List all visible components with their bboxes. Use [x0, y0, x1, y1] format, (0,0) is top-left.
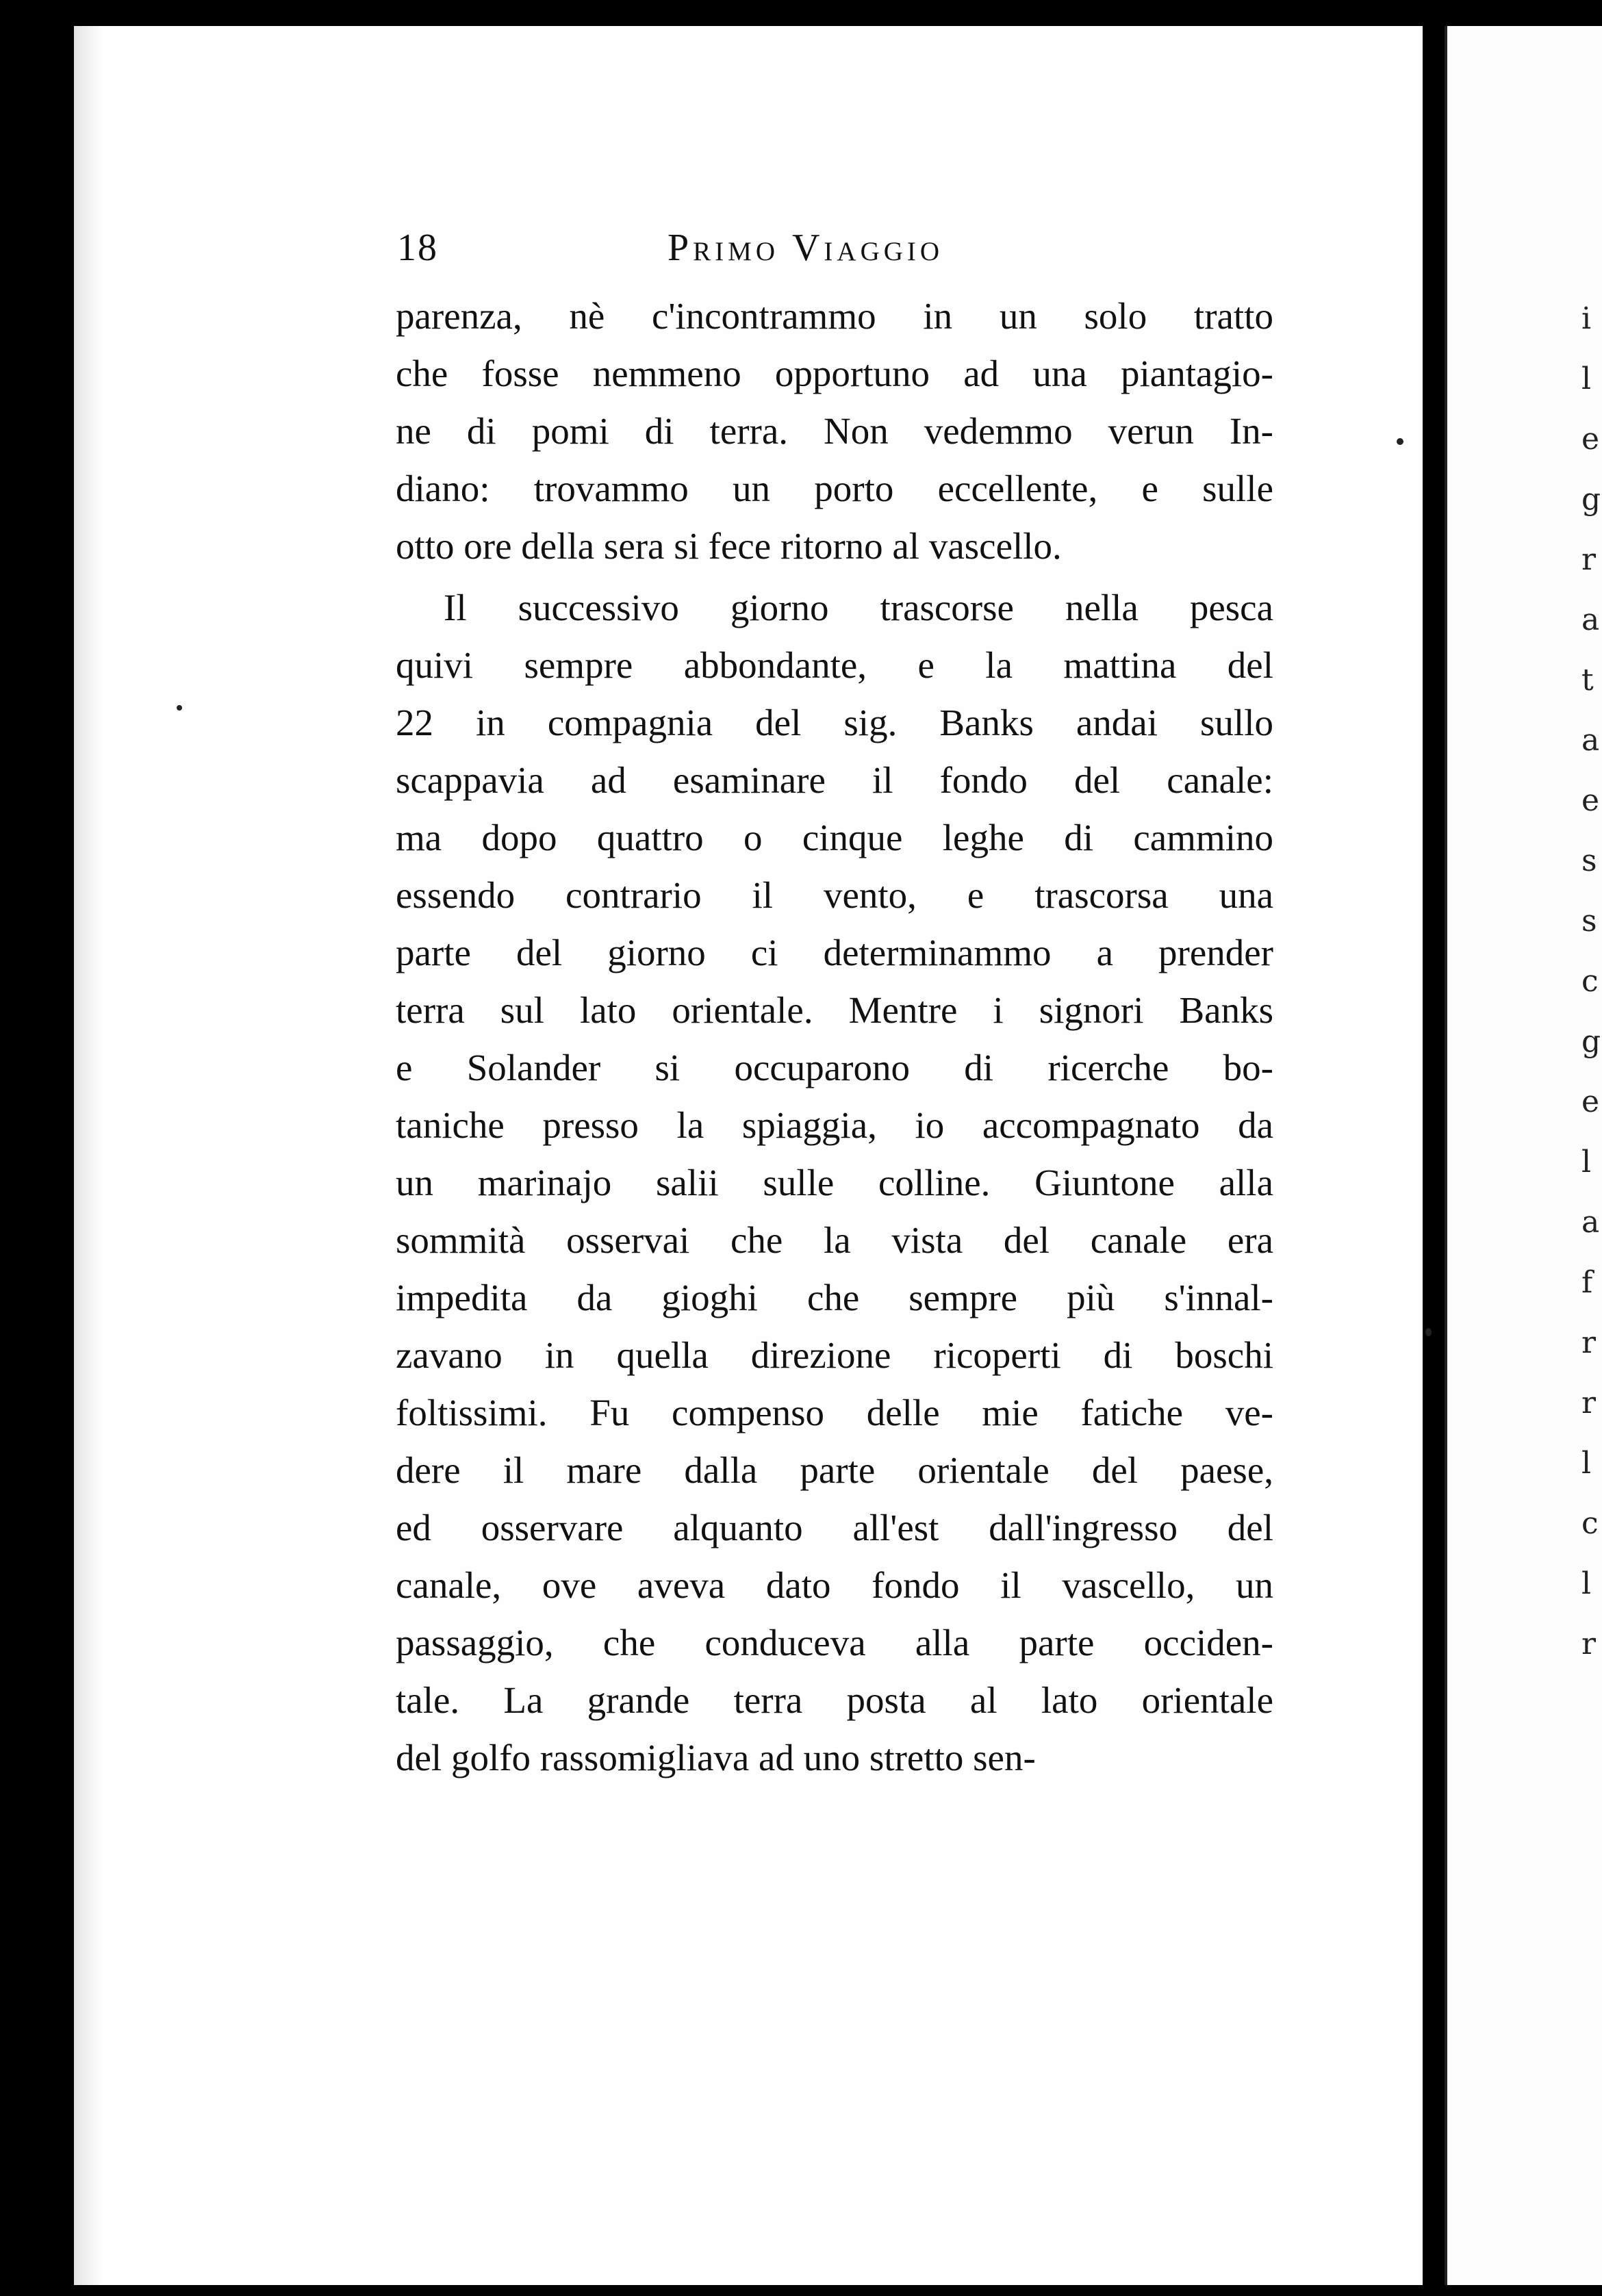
text-line: 22 in compagnia del sig. Banks andai sullo [396, 702, 1273, 743]
facing-page-letter: a [1581, 1205, 1600, 1240]
text-line: parenza, nè c'incontrammo in un solo tratto [396, 295, 1273, 337]
text-line: ne di pomi di terra. Non vedemmo verun In- [396, 410, 1273, 452]
text-line: canale, ove aveva dato fondo il vascello, un [396, 1564, 1273, 1606]
facing-page-letter: f [1581, 1265, 1593, 1300]
text-line: essendo contrario il vento, e trascorsa una [396, 874, 1273, 916]
facing-page-letter: r [1581, 1325, 1597, 1360]
text-line: del golfo rassomigliava ad uno stretto sen- [396, 1737, 1036, 1778]
text-line: e Solander si occuparono di ricerche bo- [396, 1047, 1273, 1088]
page-header [397, 226, 1273, 288]
print-speck [177, 705, 182, 711]
facing-page-letter: e [1581, 783, 1600, 818]
facing-page-letter: l [1581, 1145, 1592, 1179]
text-line: foltissimi. Fu compenso delle mie fatiche ve- [396, 1392, 1273, 1433]
facing-page-letter: e [1581, 1084, 1600, 1119]
text-line: zavano in quella direzione ricoperti di boschi [396, 1334, 1273, 1376]
facing-page-letter: r [1581, 1627, 1597, 1661]
page-number: 18 [397, 227, 438, 269]
facing-page-letter: a [1581, 602, 1600, 637]
text-line: taniche presso la spiaggia, io accompagnato da [396, 1104, 1273, 1146]
facing-page-letter: l [1581, 1566, 1592, 1601]
text-line: quivi sempre abbondante, e la mattina del [396, 644, 1273, 686]
body-text [396, 288, 1273, 1787]
text-line: dere il mare dalla parte orientale del paese, [396, 1449, 1273, 1491]
text-line: tale. La grande terra posta al lato orientale [396, 1679, 1273, 1721]
facing-page-letter: i [1581, 301, 1592, 336]
running-title: Primo Viaggio [668, 227, 944, 269]
facing-page-letters [1575, 301, 1602, 1739]
text-line: parte del giorno ci determinammo a prender [396, 932, 1273, 973]
text-line: passaggio, che conduceva alla parte occiden- [396, 1622, 1273, 1663]
text-line: scappavia ad esaminare il fondo del canale: [396, 759, 1273, 801]
facing-page-letter: e [1581, 422, 1600, 457]
text-line: sommità osservai che la vista del canale era [396, 1219, 1273, 1261]
facing-page-letter: r [1581, 542, 1597, 577]
facing-page-letter: l [1581, 1446, 1592, 1481]
text-line: terra sul lato orientale. Mentre i signori Banks [396, 989, 1273, 1031]
text-line: ed osservare alquanto all'est dall'ingresso del [396, 1507, 1273, 1548]
text-line: impedita da gioghi che sempre più s'innal- [396, 1277, 1273, 1318]
facing-page-letter: s [1581, 843, 1597, 878]
text-line: un marinajo salii sulle colline. Giuntone alla [396, 1162, 1273, 1203]
facing-page-letter: r [1581, 1386, 1597, 1420]
facing-page-letter: g [1581, 482, 1601, 517]
text-line: ma dopo quattro o cinque leghe di cammino [396, 817, 1273, 858]
text-line: diano: trovammo un porto eccellente, e sulle [396, 468, 1273, 509]
facing-page-letter: a [1581, 723, 1600, 758]
print-speck [1397, 438, 1403, 445]
text-line: Il successivo giorno trascorse nella pesca [444, 587, 1273, 628]
facing-page-letter: l [1581, 361, 1592, 396]
print-speck [1425, 1328, 1432, 1336]
facing-page-letter: t [1581, 663, 1594, 698]
text-line: che fosse nemmeno opportuno ad una piantagio- [396, 353, 1273, 394]
facing-page-letter: c [1581, 1506, 1599, 1541]
facing-page-letter: c [1581, 964, 1599, 999]
text-line: otto ore della sera si fece ritorno al vascello. [396, 525, 1062, 567]
facing-page-letter: g [1581, 1024, 1601, 1059]
facing-page-letter: s [1581, 904, 1597, 939]
gutter-shadow [74, 26, 101, 2285]
